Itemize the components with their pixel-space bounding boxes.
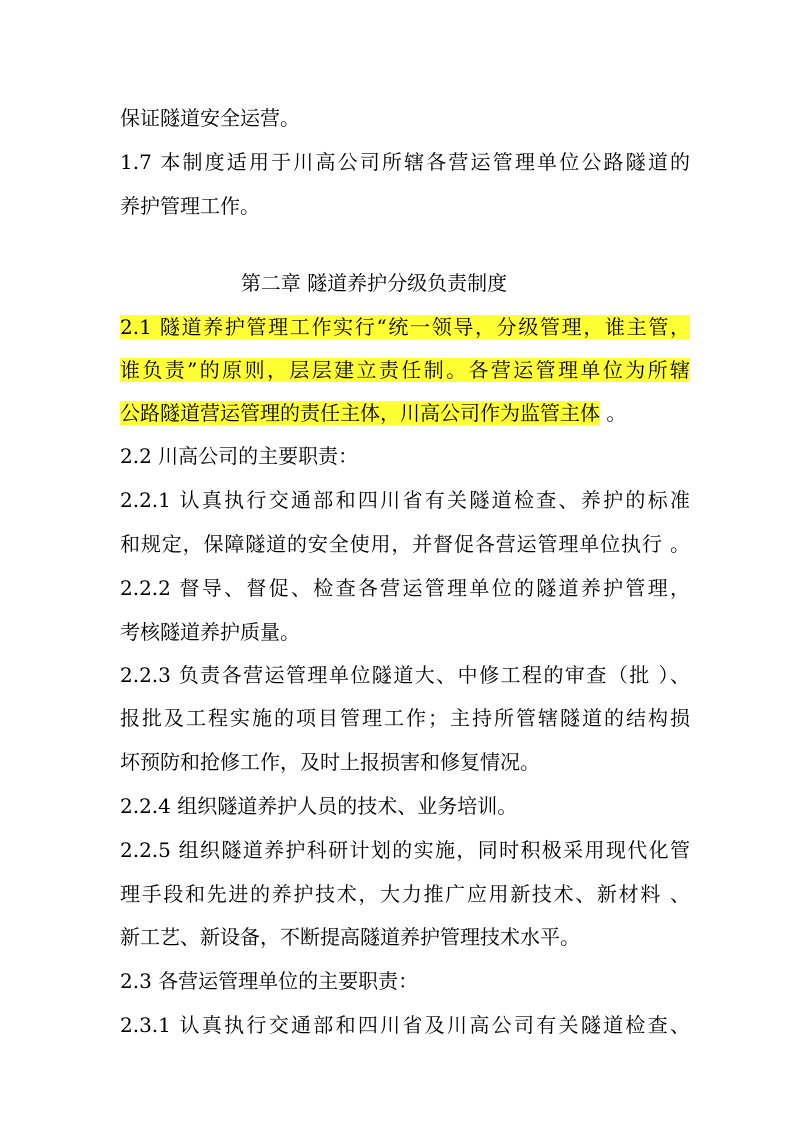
text-line: 2.3 各营运管理单位的主要职责：: [120, 969, 419, 993]
highlighted-text-line: [120, 355, 690, 385]
text-line: 和规定，保障隧道的安全使用，并督促各营运管理单位执行 。: [120, 532, 690, 556]
text-tail: 。: [600, 401, 627, 425]
highlighted-text-line: [120, 312, 690, 342]
text-line: 2.2.2 督导、督促、检查各营运管理单位的隧道养护管理，: [120, 576, 690, 600]
chapter-heading: 第二章 隧道养护分级负责制度: [240, 271, 508, 295]
highlighted-text: 谁负责”的原则，层层建立责任制。各营运管理单位为所辖: [120, 358, 690, 382]
text-line: 保证隧道安全运营。: [120, 106, 300, 130]
text-line: 2.2 川高公司的主要职责：: [120, 444, 359, 468]
text-line: 2.3.1 认真执行交通部和四川省及川高公司有关隧道检查、: [120, 1013, 690, 1037]
text-line: 2.2.4 组织隧道养护人员的技术、业务培训。: [120, 794, 518, 818]
text-line: 2.2.5 组织隧道养护科研计划的实施，同时积极采用现代化管: [120, 838, 690, 862]
highlighted-text: 2.1 隧道养护管理工作实行“统一领导，分级管理，谁主管，: [120, 315, 690, 339]
text-line: 2.2.3 负责各营运管理单位隧道大、中修工程的审查（批 ）、: [120, 663, 690, 687]
highlighted-text: 公路隧道营运管理的责任主体，川高公司作为监管主体: [120, 401, 600, 425]
text-line: 坏预防和抢修工作，及时上报损害和修复情况。: [120, 750, 540, 774]
text-line: 报批及工程实施的项目管理工作；主持所管辖隧道的结构损: [120, 706, 690, 730]
text-line: 理手段和先进的养护技术，大力推广应用新技术、新材料 、: [120, 882, 690, 906]
text-line: 1.7 本制度适用于川高公司所辖各营运管理单位公路隧道的: [120, 150, 690, 174]
text-line: 考核隧道养护质量。: [120, 620, 300, 644]
text-line: 养护管理工作。: [120, 194, 260, 218]
text-line: 2.2.1 认真执行交通部和四川省有关隧道检查、养护的标准: [120, 488, 690, 512]
highlighted-text-line: [120, 398, 690, 428]
text-line: 新工艺、新设备，不断提高隧道养护管理技术水平。: [120, 925, 580, 949]
